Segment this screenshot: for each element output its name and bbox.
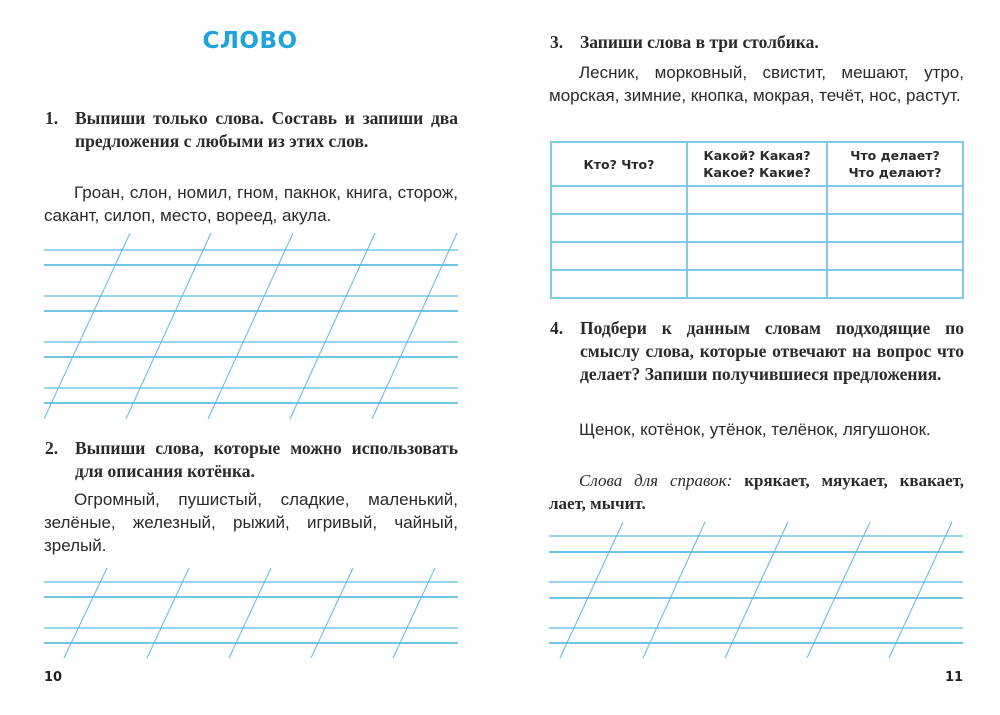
task-2-number: 2. <box>45 438 59 458</box>
reference-label: Слова для справок: <box>579 471 733 490</box>
task-4-words: Щенок, котёнок, утёнок, телёнок, лягушонок. <box>579 420 931 439</box>
task-2-text: Выпиши слова, которые можно использовать для описания котёнка. <box>75 438 458 481</box>
task-3-text: Запиши слова в три столбика. <box>580 32 819 52</box>
task-3-number: 3. <box>550 32 564 52</box>
page-number-right: 11 <box>945 670 964 685</box>
writing-grid-3[interactable] <box>500 0 1000 715</box>
task-4-instruction: 4. Подбери к данным словам подходящие по смыслу слова, которые отвечают на вопрос что делает? Запиши получившиеся предложения. <box>550 318 964 384</box>
task-1-words: Гроан, слон, номил, гном, пакнок, книга, сторож, сакант, силоп, место, вореед, акула. <box>44 183 458 225</box>
page-number-left: 10 <box>44 670 63 685</box>
emphasis-what-does: что делает? <box>580 341 964 384</box>
task-1-text: Выпиши только слова. Составь и запиши два предложения с любыми из этих слов. <box>75 108 458 151</box>
task-2-words: Огромный, пушистый, сладкие, маленький, зелёные, железный, рыжий, игривый, чайный, зрелый. <box>44 490 458 555</box>
right-page <box>500 0 1000 715</box>
column-header-what-does: Что делает? Что делают? <box>827 142 963 186</box>
reference-list: крякает, мяукает, квакает, лает, мычит. <box>549 471 965 513</box>
task-1-number: 1. <box>45 108 59 128</box>
column-header-which: Какой? Какая? Какое? Какие? <box>687 142 827 186</box>
column-header-who-what: Кто? Что? <box>551 142 687 186</box>
task-4-number: 4. <box>550 318 564 338</box>
task-3-words: Лесник, морковный, свистит, мешают, утро, морская, зимние, кнопка, мокрая, течёт, нос, растут. <box>549 63 964 105</box>
page-title: СЛОВО <box>202 28 298 54</box>
